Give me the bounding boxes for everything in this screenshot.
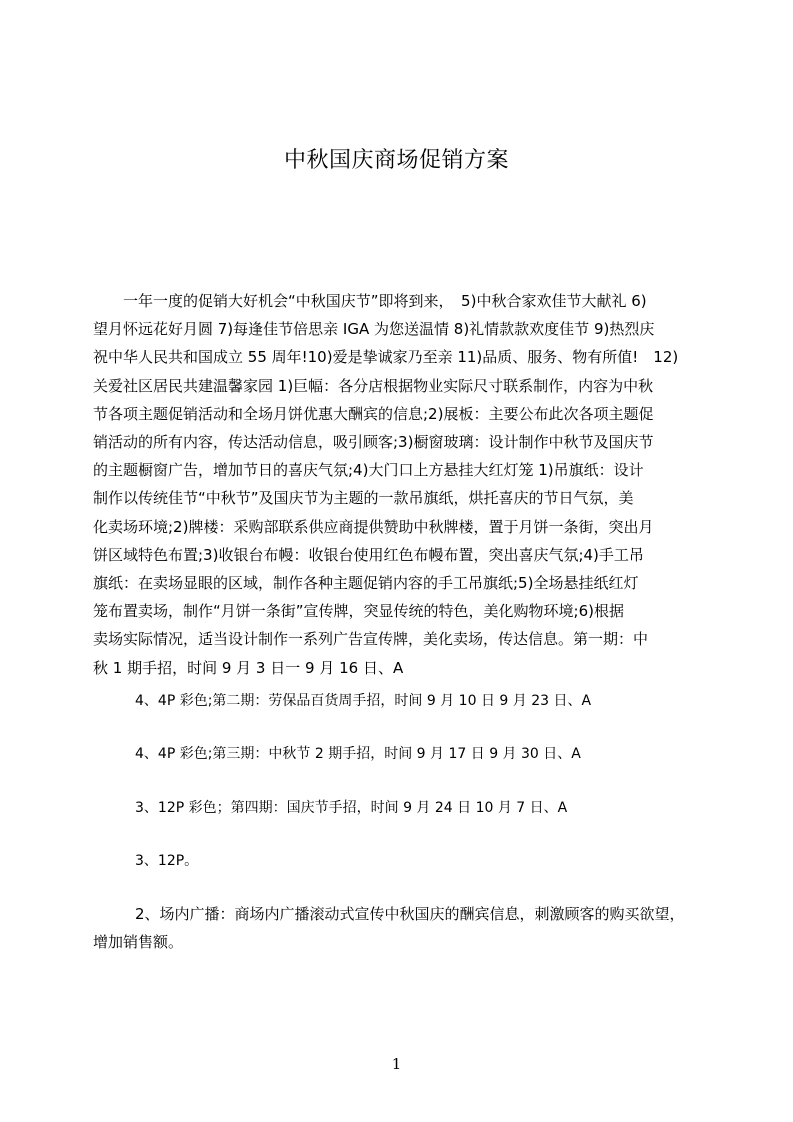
schedule-line: 3、12P 彩色；第四期：国庆节手招，时间 9 月 24 日 10 月 7 日、A	[135, 800, 568, 816]
paragraph-line: 的主题橱窗广告，增加节日的喜庆气氛;4)大门口上方悬挂大红灯笼 1)吊旗纸：设计	[93, 461, 644, 480]
schedule-line: 4、4P 彩色;第三期：中秋节 2 期手招，时间 9 月 17 日 9 月 30 日、A	[135, 746, 581, 762]
paragraph-line: 望月怀远花好月圆 7)每逢佳节倍思亲 IGA 为您送温情 8)礼情款款欢度佳节 9)热烈庆	[93, 320, 655, 339]
page-number: 1	[391, 1055, 402, 1073]
paragraph-line: 旗纸：在卖场显眼的区域，制作各种主题促销内容的手工吊旗纸;5)全场悬挂纸红灯	[93, 574, 639, 593]
paragraph-line: 节各项主题促销活动和全场月饼优惠大酬宾的信息;2)展板：主要公布此次各项主题促	[93, 404, 654, 423]
paragraph-line: 关爱社区居民共建温馨家园 1)巨幅：各分店根据物业实际尺寸联系制作，内容为中秋	[93, 376, 654, 395]
paragraph-line: 卖场实际情况，适当设计制作一系列广告宣传牌，美化卖场，传达信息。第一期：中	[93, 630, 649, 649]
paragraph-line: 秋 1 期手招，时间 9 月 3 日一 9 月 16 日、A	[93, 658, 404, 677]
broadcast-paragraph	[93, 900, 718, 956]
schedule-line: 4、4P 彩色;第二期：劳保品百货周手招，时间 9 月 10 日 9 月 23 日、A	[135, 693, 592, 709]
paragraph-line: 销活动的所有内容，传达活动信息，吸引顾客;3)橱窗玻璃：设计制作中秋节及国庆节	[93, 433, 654, 452]
paragraph-line: 笼布置卖场，制作“月饼一条街”宣传牌，突显传统的特色，美化购物环境;6)根据	[93, 602, 624, 621]
paragraph-line: 化卖场环境;2)牌楼：采购部联系供应商提供赞助中秋牌楼，置于月饼一条街，突出月	[93, 517, 654, 536]
paragraph-line: 饼区域特色布置;3)收银台布幔：收银台使用红色布幔布置，突出喜庆气氛;4)手工吊	[93, 545, 644, 564]
paragraph-line: 一年一度的促销大好机会“中秋国庆节”即将到来， 5)中秋合家欢佳节大献礼 6)	[93, 292, 647, 310]
paragraph-line: 2、场内广播：商场内广播滚动式宣传中秋国庆的酬宾信息，刺激顾客的购买欲望，	[135, 905, 685, 923]
paragraph-line: 增加销售额。	[93, 933, 184, 951]
schedule-line: 3、12P。	[135, 853, 199, 869]
paragraph-line: 祝中华人民共和国成立 55 周年!10)爱是挚诚家乃至亲 11)品质、服务、物有所值! 12)	[93, 348, 679, 367]
page-title: 中秋国庆商场促销方案	[283, 148, 509, 173]
paragraph-line: 制作以传统佳节“中秋节”及国庆节为主题的一款吊旗纸，烘托喜庆的节日气氛，美	[93, 489, 634, 508]
main-paragraph	[93, 287, 697, 682]
